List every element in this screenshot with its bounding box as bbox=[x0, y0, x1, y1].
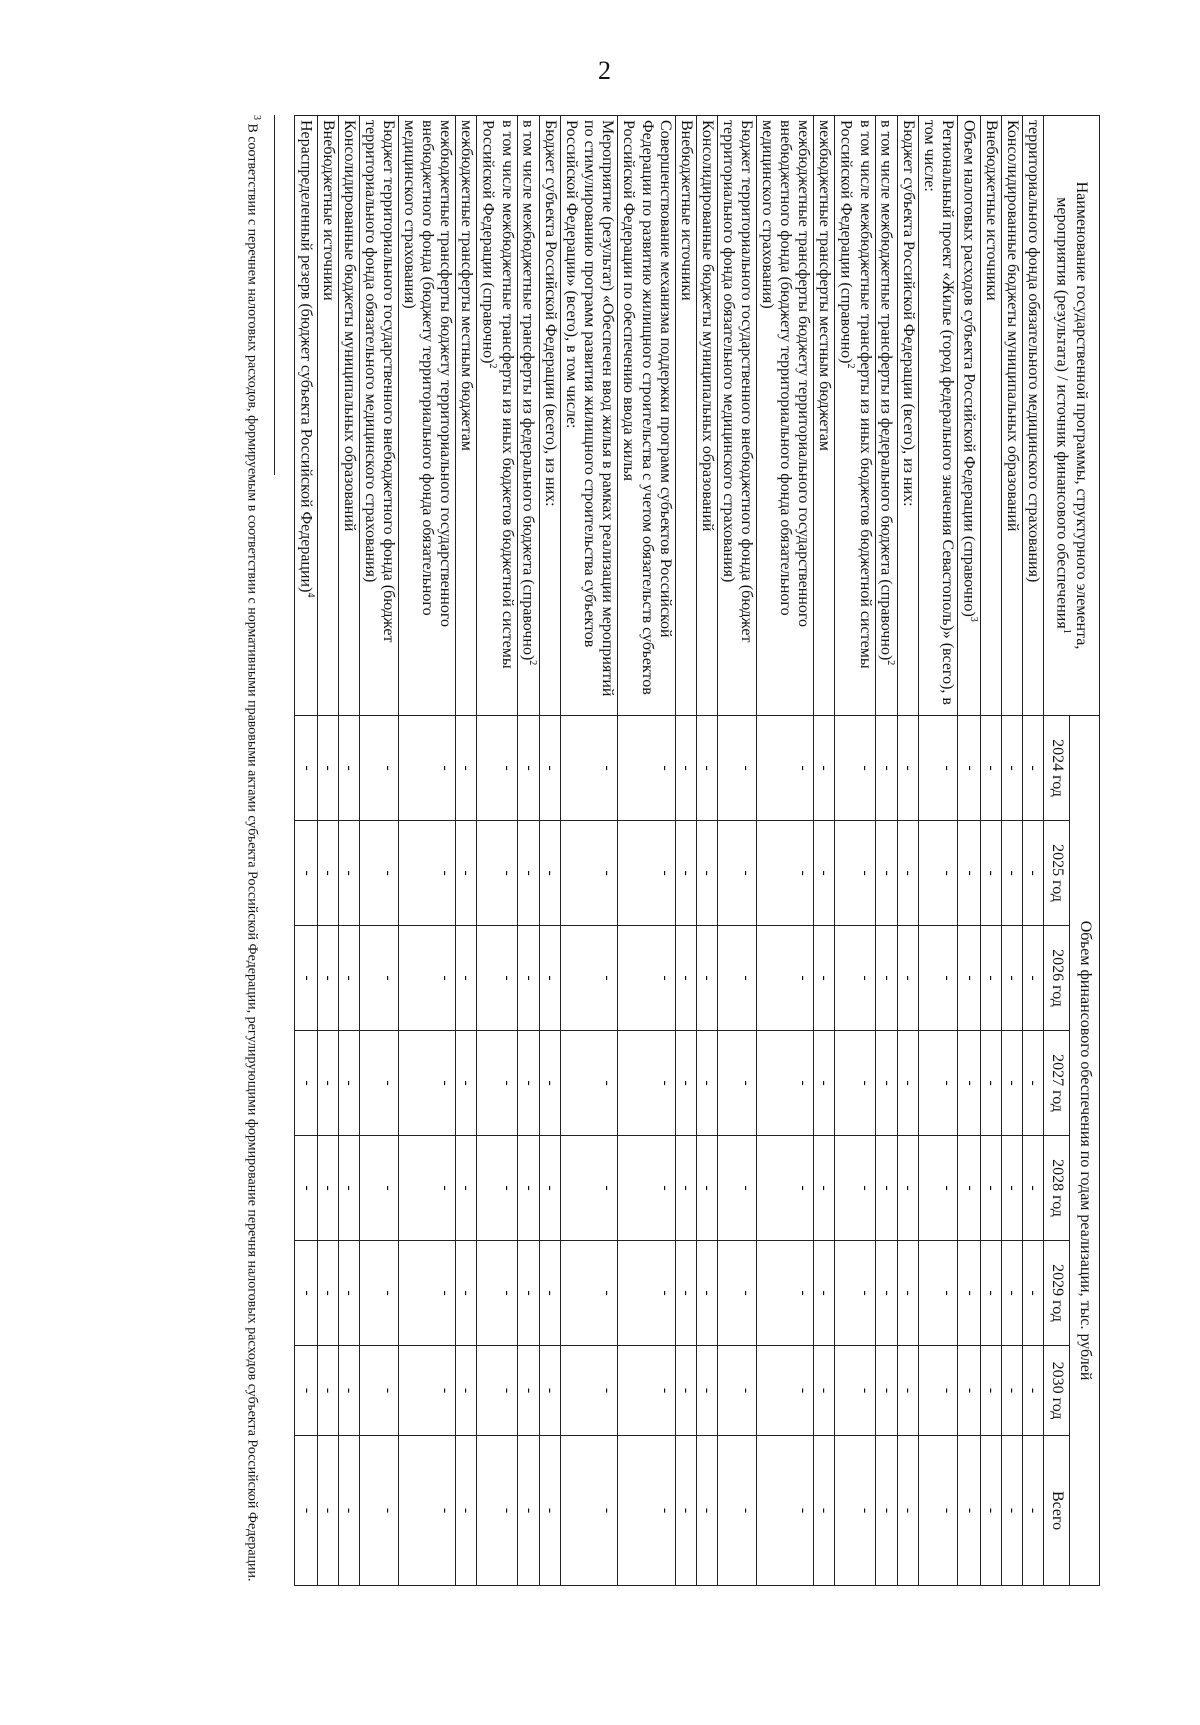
value-cell: - bbox=[456, 1241, 477, 1346]
value-cell: - bbox=[980, 821, 1001, 926]
value-cell: - bbox=[398, 1436, 455, 1586]
value-cell: - bbox=[1022, 821, 1043, 926]
value-cell: - bbox=[675, 1436, 696, 1586]
value-cell: - bbox=[835, 1136, 875, 1241]
value-cell: - bbox=[398, 1136, 455, 1241]
value-cell: - bbox=[517, 1241, 539, 1346]
row-label: межбюджетные трансферты местным бюджетам bbox=[456, 116, 477, 716]
row-label: в том числе межбюджетные трансферты из иных бюджетов бюджетной системы Российской Федерации (справочно)$^2$ bbox=[835, 116, 875, 716]
value-cell: - bbox=[919, 1136, 958, 1241]
value-cell: - bbox=[1022, 1031, 1043, 1136]
value-cell: - bbox=[456, 1031, 477, 1136]
value-cell: - bbox=[618, 1031, 675, 1136]
value-cell: - bbox=[958, 926, 980, 1031]
footnote-marker: 3 bbox=[251, 115, 262, 120]
row-label: Мероприятие (результат) «Обеспечен ввод жилья в рамках реализации мероприятий по стимулированию программ развития жилищного строительства субъектов Российской Федерации» (всего), в том числе: bbox=[561, 116, 618, 716]
rotated-page-content bbox=[205, 115, 1100, 1585]
value-cell: - bbox=[675, 821, 696, 926]
value-cell: - bbox=[359, 1136, 398, 1241]
value-cell: - bbox=[980, 926, 1001, 1031]
value-cell: - bbox=[875, 1241, 897, 1346]
value-cell: - bbox=[756, 716, 813, 821]
value-cell: - bbox=[696, 926, 717, 1031]
value-cell: - bbox=[295, 1031, 317, 1136]
value-cell: - bbox=[456, 716, 477, 821]
value-cell: - bbox=[756, 821, 813, 926]
row-label: Внебюджетные источники bbox=[317, 116, 338, 716]
row-label: Внебюджетные источники bbox=[675, 116, 696, 716]
value-cell: - bbox=[717, 1436, 756, 1586]
value-cell: - bbox=[517, 821, 539, 926]
value-cell: - bbox=[618, 821, 675, 926]
value-cell: - bbox=[618, 1241, 675, 1346]
table-row bbox=[835, 116, 875, 1586]
value-cell: - bbox=[675, 1031, 696, 1136]
value-cell: - bbox=[295, 926, 317, 1031]
value-cell: - bbox=[696, 1346, 717, 1436]
value-cell: - bbox=[359, 1241, 398, 1346]
table-row bbox=[875, 116, 897, 1586]
table-row bbox=[618, 116, 675, 1586]
row-label: Бюджет территориального государственного внебюджетного фонда (бюджет территориального фонда обязательного медицинского страхования) bbox=[717, 116, 756, 716]
value-cell: - bbox=[814, 1031, 835, 1136]
value-cell: - bbox=[561, 1241, 618, 1346]
value-cell: - bbox=[317, 1436, 338, 1586]
table-row bbox=[1022, 116, 1043, 1586]
value-cell: - bbox=[456, 821, 477, 926]
value-cell: - bbox=[317, 716, 338, 821]
value-cell: - bbox=[517, 1346, 539, 1436]
table-header bbox=[1044, 116, 1100, 1586]
value-cell: - bbox=[814, 1436, 835, 1586]
value-cell: - bbox=[696, 1436, 717, 1586]
value-cell: - bbox=[477, 926, 517, 1031]
value-cell: - bbox=[717, 716, 756, 821]
value-cell: - bbox=[540, 1241, 561, 1346]
value-cell: - bbox=[875, 1346, 897, 1436]
value-cell: - bbox=[980, 1436, 1001, 1586]
value-cell: - bbox=[398, 1241, 455, 1346]
value-cell: - bbox=[814, 1136, 835, 1241]
value-cell: - bbox=[814, 926, 835, 1031]
value-cell: - bbox=[540, 1136, 561, 1241]
row-label: в том числе межбюджетные трансферты из федерального бюджета (справочно)$^2$ bbox=[517, 116, 539, 716]
year-header: 2025 год bbox=[1044, 821, 1070, 926]
value-cell: - bbox=[898, 926, 919, 1031]
value-cell: - bbox=[1001, 1241, 1022, 1346]
value-cell: - bbox=[359, 926, 398, 1031]
value-cell: - bbox=[717, 1346, 756, 1436]
value-cell: - bbox=[756, 1241, 813, 1346]
value-cell: - bbox=[675, 1346, 696, 1436]
value-cell: - bbox=[875, 1436, 897, 1586]
value-cell: - bbox=[756, 1136, 813, 1241]
value-cell: - bbox=[338, 1136, 359, 1241]
table-row bbox=[456, 116, 477, 1586]
value-cell: - bbox=[696, 716, 717, 821]
value-cell: - bbox=[958, 716, 980, 821]
row-label: Бюджет субъекта Российской Федерации (всего), из них: bbox=[540, 116, 561, 716]
table-row bbox=[338, 116, 359, 1586]
value-cell: - bbox=[456, 1136, 477, 1241]
year-header: Всего bbox=[1044, 1436, 1070, 1586]
value-cell: - bbox=[835, 716, 875, 821]
value-cell: - bbox=[835, 821, 875, 926]
value-cell: - bbox=[898, 1346, 919, 1436]
value-cell: - bbox=[540, 1346, 561, 1436]
value-cell: - bbox=[980, 1031, 1001, 1136]
value-cell: - bbox=[814, 1241, 835, 1346]
row-label: Объем налоговых расходов субъекта Российской Федерации (справочно)$^3$ bbox=[958, 116, 980, 716]
value-cell: - bbox=[717, 926, 756, 1031]
value-cell: - bbox=[1001, 926, 1022, 1031]
value-cell: - bbox=[835, 1241, 875, 1346]
value-cell: - bbox=[835, 926, 875, 1031]
table-row bbox=[814, 116, 835, 1586]
value-cell: - bbox=[561, 716, 618, 821]
value-cell: - bbox=[317, 1136, 338, 1241]
value-cell: - bbox=[540, 716, 561, 821]
value-cell: - bbox=[958, 1436, 980, 1586]
value-cell: - bbox=[517, 1436, 539, 1586]
value-cell: - bbox=[359, 716, 398, 821]
value-cell: - bbox=[1001, 1346, 1022, 1436]
value-cell: - bbox=[477, 821, 517, 926]
row-label: Бюджет субъекта Российской Федерации (всего), из них: bbox=[898, 116, 919, 716]
table-row bbox=[717, 116, 756, 1586]
table-body bbox=[295, 116, 1044, 1586]
value-cell: - bbox=[675, 1136, 696, 1241]
table-row bbox=[561, 116, 618, 1586]
row-label: Бюджет территориального государственного внебюджетного фонда (бюджет территориального фонда обязательного медицинского страхования) bbox=[359, 116, 398, 716]
value-cell: - bbox=[898, 1436, 919, 1586]
value-cell: - bbox=[618, 1136, 675, 1241]
value-cell: - bbox=[675, 1241, 696, 1346]
value-cell: - bbox=[717, 1241, 756, 1346]
value-cell: - bbox=[295, 1346, 317, 1436]
value-cell: - bbox=[338, 926, 359, 1031]
row-label: Совершенствование механизма поддержки программ субъектов Российской Федерации по развитию жилищного строительства с учетом обязательств субъектов Российской Федерации по обеспечению ввода жилья bbox=[618, 116, 675, 716]
value-cell: - bbox=[1001, 716, 1022, 821]
value-cell: - bbox=[919, 1241, 958, 1346]
table-row bbox=[540, 116, 561, 1586]
row-label: Консолидированные бюджеты муниципальных образований bbox=[338, 116, 359, 716]
value-cell: - bbox=[1001, 1436, 1022, 1586]
table-row bbox=[898, 116, 919, 1586]
value-cell: - bbox=[317, 1346, 338, 1436]
value-cell: - bbox=[835, 1031, 875, 1136]
value-cell: - bbox=[1022, 716, 1043, 821]
value-cell: - bbox=[338, 1031, 359, 1136]
value-cell: - bbox=[1001, 1136, 1022, 1241]
value-cell: - bbox=[898, 716, 919, 821]
value-cell: - bbox=[477, 1241, 517, 1346]
value-cell: - bbox=[898, 821, 919, 926]
row-label: межбюджетные трансферты бюджету территориального государственного внебюджетного фонда (бюджету территориального фонда обязательного медицинского страхования) bbox=[398, 116, 455, 716]
row-label: Внебюджетные источники bbox=[980, 116, 1001, 716]
value-cell: - bbox=[1022, 1436, 1043, 1586]
value-cell: - bbox=[1022, 926, 1043, 1031]
table-row bbox=[517, 116, 539, 1586]
year-header: 2026 год bbox=[1044, 926, 1070, 1031]
value-cell: - bbox=[561, 1436, 618, 1586]
value-cell: - bbox=[958, 821, 980, 926]
year-header: 2024 год bbox=[1044, 716, 1070, 821]
value-cell: - bbox=[456, 1436, 477, 1586]
value-cell: - bbox=[875, 1031, 897, 1136]
table-row bbox=[317, 116, 338, 1586]
value-cell: - bbox=[919, 1436, 958, 1586]
page-number: 2 bbox=[598, 56, 611, 85]
value-cell: - bbox=[456, 926, 477, 1031]
value-cell: - bbox=[696, 1136, 717, 1241]
value-cell: - bbox=[1001, 821, 1022, 926]
value-cell: - bbox=[517, 1136, 539, 1241]
value-cell: - bbox=[317, 1241, 338, 1346]
value-cell: - bbox=[1022, 1241, 1043, 1346]
value-cell: - bbox=[359, 1346, 398, 1436]
value-cell: - bbox=[814, 716, 835, 821]
value-cell: - bbox=[898, 1241, 919, 1346]
value-cell: - bbox=[919, 1031, 958, 1136]
volume-header: Объем финансового обеспечения по годам реализации, тыс. рублей bbox=[1070, 716, 1100, 1586]
value-cell: - bbox=[717, 1136, 756, 1241]
value-cell: - bbox=[980, 716, 1001, 821]
footnote-text: В соответствии с перечнем налоговых расходов, формируемым в соответствии с нормативными правовыми актами субъекта Российской Федерации, регулирующими формирование перечня налоговых расходов субъекта Российской Федерации. bbox=[244, 120, 260, 1582]
value-cell: - bbox=[561, 1031, 618, 1136]
year-header: 2027 год bbox=[1044, 1031, 1070, 1136]
row-label: Региональный проект «Жилье (город федерального значения Севастополь)» (всего), в том числе: bbox=[919, 116, 958, 716]
row-label: Консолидированные бюджеты муниципальных образований bbox=[696, 116, 717, 716]
value-cell: - bbox=[398, 821, 455, 926]
value-cell: - bbox=[958, 1346, 980, 1436]
value-cell: - bbox=[338, 716, 359, 821]
value-cell: - bbox=[338, 1241, 359, 1346]
financing-table bbox=[294, 115, 1100, 1586]
row-label: Нераспределенный резерв (бюджет субъекта Российской Федерации)$^4$ bbox=[295, 116, 317, 716]
value-cell: - bbox=[1001, 1031, 1022, 1136]
value-cell: - bbox=[618, 926, 675, 1031]
value-cell: - bbox=[618, 1346, 675, 1436]
value-cell: - bbox=[295, 821, 317, 926]
year-header: 2029 год bbox=[1044, 1241, 1070, 1346]
value-cell: - bbox=[295, 1241, 317, 1346]
table-row bbox=[398, 116, 455, 1586]
value-cell: - bbox=[477, 1136, 517, 1241]
value-cell: - bbox=[317, 1031, 338, 1136]
value-cell: - bbox=[958, 1031, 980, 1136]
value-cell: - bbox=[317, 821, 338, 926]
value-cell: - bbox=[561, 1346, 618, 1436]
value-cell: - bbox=[958, 1241, 980, 1346]
value-cell: - bbox=[540, 1031, 561, 1136]
row-label: в том числе межбюджетные трансферты из иных бюджетов бюджетной системы Российской Федерации (справочно)$^2$ bbox=[477, 116, 517, 716]
value-cell: - bbox=[338, 1346, 359, 1436]
value-cell: - bbox=[875, 926, 897, 1031]
value-cell: - bbox=[756, 1436, 813, 1586]
value-cell: - bbox=[540, 1436, 561, 1586]
value-cell: - bbox=[875, 821, 897, 926]
value-cell: - bbox=[919, 821, 958, 926]
value-cell: - bbox=[517, 1031, 539, 1136]
table-row bbox=[359, 116, 398, 1586]
value-cell: - bbox=[295, 716, 317, 821]
value-cell: - bbox=[717, 1031, 756, 1136]
value-cell: - bbox=[398, 926, 455, 1031]
value-cell: - bbox=[875, 716, 897, 821]
value-cell: - bbox=[756, 1346, 813, 1436]
table-row bbox=[919, 116, 958, 1586]
value-cell: - bbox=[561, 1136, 618, 1241]
value-cell: - bbox=[295, 1436, 317, 1586]
value-cell: - bbox=[814, 1346, 835, 1436]
value-cell: - bbox=[398, 1346, 455, 1436]
value-cell: - bbox=[359, 821, 398, 926]
value-cell: - bbox=[517, 926, 539, 1031]
value-cell: - bbox=[561, 821, 618, 926]
value-cell: - bbox=[1022, 1136, 1043, 1241]
value-cell: - bbox=[919, 716, 958, 821]
year-header: 2030 год bbox=[1044, 1346, 1070, 1436]
value-cell: - bbox=[359, 1436, 398, 1586]
value-cell: - bbox=[295, 1136, 317, 1241]
value-cell: - bbox=[696, 1241, 717, 1346]
value-cell: - bbox=[477, 716, 517, 821]
value-cell: - bbox=[696, 821, 717, 926]
table-row bbox=[675, 116, 696, 1586]
value-cell: - bbox=[919, 1346, 958, 1436]
footnote bbox=[243, 115, 262, 1585]
value-cell: - bbox=[835, 1436, 875, 1586]
value-cell: - bbox=[618, 1436, 675, 1586]
value-cell: - bbox=[398, 716, 455, 821]
value-cell: - bbox=[756, 926, 813, 1031]
table-row bbox=[477, 116, 517, 1586]
value-cell: - bbox=[814, 821, 835, 926]
value-cell: - bbox=[696, 1031, 717, 1136]
row-label: в том числе межбюджетные трансферты из федерального бюджета (справочно)$^2$ bbox=[875, 116, 897, 716]
value-cell: - bbox=[359, 1031, 398, 1136]
footnote-divider bbox=[274, 115, 275, 475]
value-cell: - bbox=[756, 1031, 813, 1136]
value-cell: - bbox=[675, 926, 696, 1031]
value-cell: - bbox=[958, 1136, 980, 1241]
year-header: 2028 год bbox=[1044, 1136, 1070, 1241]
value-cell: - bbox=[540, 926, 561, 1031]
value-cell: - bbox=[456, 1346, 477, 1436]
value-cell: - bbox=[717, 821, 756, 926]
row-label: Консолидированные бюджеты муниципальных образований bbox=[1001, 116, 1022, 716]
value-cell: - bbox=[875, 1136, 897, 1241]
row-label: межбюджетные трансферты бюджету территориального государственного внебюджетного фонда (бюджету территориального фонда обязательного медицинского страхования) bbox=[756, 116, 813, 716]
name-column-header: Наименование государственной программы, структурного элемента, мероприятия (результата) / источник финансового обеспечения$^1$ bbox=[1044, 116, 1100, 716]
value-cell: - bbox=[317, 926, 338, 1031]
value-cell: - bbox=[898, 1136, 919, 1241]
value-cell: - bbox=[980, 1346, 1001, 1436]
value-cell: - bbox=[398, 1031, 455, 1136]
value-cell: - bbox=[618, 716, 675, 821]
table-row bbox=[696, 116, 717, 1586]
value-cell: - bbox=[980, 1241, 1001, 1346]
value-cell: - bbox=[1022, 1346, 1043, 1436]
table-row bbox=[980, 116, 1001, 1586]
table-row bbox=[295, 116, 317, 1586]
value-cell: - bbox=[980, 1136, 1001, 1241]
table-row bbox=[1001, 116, 1022, 1586]
table-row bbox=[756, 116, 813, 1586]
value-cell: - bbox=[675, 716, 696, 821]
value-cell: - bbox=[338, 1436, 359, 1586]
row-label: межбюджетные трансферты местным бюджетам bbox=[814, 116, 835, 716]
value-cell: - bbox=[477, 1346, 517, 1436]
value-cell: - bbox=[338, 821, 359, 926]
value-cell: - bbox=[919, 926, 958, 1031]
value-cell: - bbox=[477, 1436, 517, 1586]
value-cell: - bbox=[517, 716, 539, 821]
value-cell: - bbox=[477, 1031, 517, 1136]
row-label: территориального фонда обязательного медицинского страхования) bbox=[1022, 116, 1043, 716]
value-cell: - bbox=[835, 1346, 875, 1436]
value-cell: - bbox=[540, 821, 561, 926]
table-row bbox=[958, 116, 980, 1586]
value-cell: - bbox=[898, 1031, 919, 1136]
value-cell: - bbox=[561, 926, 618, 1031]
